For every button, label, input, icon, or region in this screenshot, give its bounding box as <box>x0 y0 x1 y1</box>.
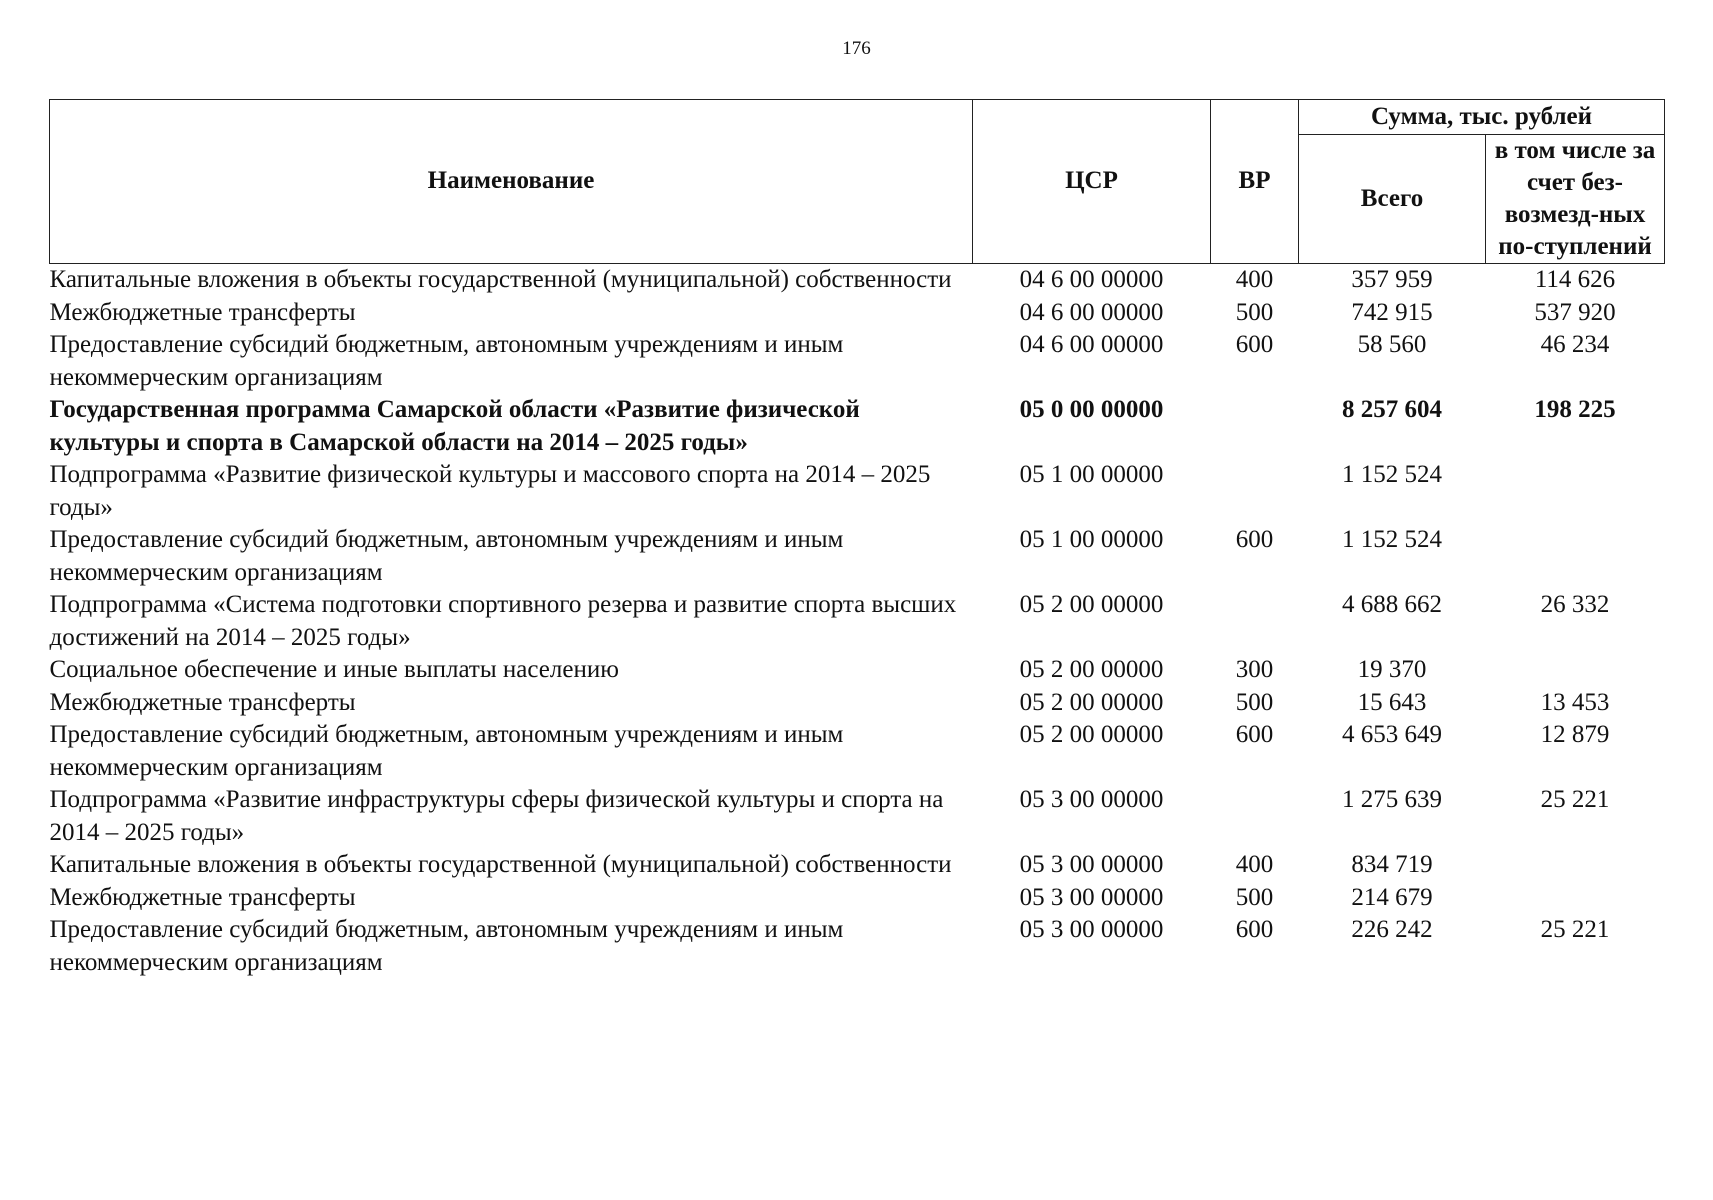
row-vr: 400 <box>1235 851 1274 878</box>
table-row <box>50 524 1665 589</box>
row-csr: 05 3 00 00000 <box>1019 851 1164 878</box>
row-vr: 500 <box>1235 688 1274 716</box>
row-vr <box>1211 589 1299 654</box>
row-csr: 05 3 00 00000 <box>1019 916 1164 943</box>
row-total: 8 257 604 <box>1342 396 1442 423</box>
row-name: Государственная программа Самарской области «Развитие физической культуры и спорта в Самарской области на 2014 – 2025 годы» <box>49 396 860 456</box>
table-row <box>50 914 1665 979</box>
row-csr: 04 6 00 00000 <box>1019 331 1164 358</box>
header-csr: ЦСР <box>973 100 1211 264</box>
row-free: 25 221 <box>1540 916 1610 943</box>
table-row <box>50 459 1665 524</box>
row-csr: 05 1 00 00000 <box>1019 526 1164 553</box>
row-csr: 05 2 00 00000 <box>1019 591 1164 618</box>
row-csr: 05 0 00 00000 <box>1019 396 1164 423</box>
row-free: 198 225 <box>1534 396 1616 423</box>
header-name: Наименование <box>50 100 973 264</box>
row-name: Межбюджетные трансферты <box>49 883 356 911</box>
row-name: Предоставление субсидий бюджетным, автономным учреждениям и иным некоммерческим организациям <box>49 526 844 586</box>
row-free <box>1486 882 1665 915</box>
row-total: 58 560 <box>1357 331 1427 358</box>
row-name: Межбюджетные трансферты <box>49 688 356 716</box>
row-free <box>1486 849 1665 882</box>
row-total: 1 152 524 <box>1342 526 1442 553</box>
row-name: Межбюджетные трансферты <box>49 298 356 326</box>
row-name: Капитальные вложения в объекты государственной (муниципальной) собственности <box>49 266 952 293</box>
table-row <box>50 687 1665 720</box>
table-row <box>50 849 1665 882</box>
row-total: 742 915 <box>1351 298 1433 326</box>
row-free: 25 221 <box>1540 786 1610 813</box>
row-csr: 05 1 00 00000 <box>1019 461 1164 488</box>
row-csr: 05 3 00 00000 <box>1019 883 1164 911</box>
row-vr <box>1211 784 1299 849</box>
table-row <box>50 394 1665 459</box>
row-csr: 05 2 00 00000 <box>1019 721 1164 748</box>
row-total: 357 959 <box>1351 266 1433 293</box>
table-row <box>50 589 1665 654</box>
table-row <box>50 329 1665 394</box>
row-free <box>1486 654 1665 687</box>
row-name: Предоставление субсидий бюджетным, автономным учреждениям и иным некоммерческим организациям <box>49 916 844 976</box>
row-csr: 05 3 00 00000 <box>1019 786 1164 813</box>
row-csr: 05 2 00 00000 <box>1019 656 1164 683</box>
row-vr <box>1211 394 1299 459</box>
row-name: Предоставление субсидий бюджетным, автономным учреждениям и иным некоммерческим организациям <box>49 721 844 781</box>
header-vr: ВР <box>1211 100 1299 264</box>
table-row <box>50 784 1665 849</box>
table-row <box>50 654 1665 687</box>
row-vr: 300 <box>1235 656 1274 683</box>
row-total: 226 242 <box>1351 916 1433 943</box>
row-total: 19 370 <box>1357 656 1427 683</box>
row-name: Подпрограмма «Система подготовки спортивного резерва и развитие спорта высших достижений на 2014 – 2025 годы» <box>49 591 957 651</box>
row-free <box>1486 459 1665 524</box>
row-name: Предоставление субсидий бюджетным, автономным учреждениям и иным некоммерческим организациям <box>49 331 844 391</box>
row-csr: 05 2 00 00000 <box>1019 688 1164 716</box>
row-free: 537 920 <box>1534 298 1616 326</box>
row-total: 4 653 649 <box>1342 721 1442 748</box>
budget-table <box>49 99 1665 979</box>
row-name: Подпрограмма «Развитие физической культуры и массового спорта на 2014 – 2025 годы» <box>49 461 931 521</box>
table-body <box>50 264 1665 980</box>
row-total: 1 152 524 <box>1342 461 1442 488</box>
row-total: 1 275 639 <box>1342 786 1442 813</box>
page-number: 176 <box>842 38 871 59</box>
table-row <box>50 719 1665 784</box>
row-free: 12 879 <box>1540 721 1610 748</box>
header-sum-group: Сумма, тыс. рублей <box>1299 100 1665 135</box>
row-csr: 04 6 00 00000 <box>1019 298 1164 326</box>
table-header <box>50 100 1665 264</box>
row-total: 834 719 <box>1351 851 1433 878</box>
row-vr: 600 <box>1235 331 1274 358</box>
row-vr: 600 <box>1235 916 1274 943</box>
row-vr: 500 <box>1235 298 1274 326</box>
row-free: 13 453 <box>1540 688 1610 716</box>
row-free: 26 332 <box>1540 591 1610 618</box>
table-row <box>50 297 1665 330</box>
row-name: Социальное обеспечение и иные выплаты населению <box>49 656 619 683</box>
row-free: 114 626 <box>1534 266 1616 293</box>
row-vr <box>1211 459 1299 524</box>
row-vr: 600 <box>1235 526 1274 553</box>
header-total: Всего <box>1299 135 1486 264</box>
table-row <box>50 882 1665 915</box>
row-total: 15 643 <box>1357 688 1427 716</box>
row-free <box>1486 524 1665 589</box>
row-name: Капитальные вложения в объекты государственной (муниципальной) собственности <box>49 851 952 878</box>
table-row <box>50 264 1665 297</box>
row-csr: 04 6 00 00000 <box>1019 266 1164 293</box>
header-free-receipts: в том числе за счет без-возмезд-ных по-ступлений <box>1486 135 1665 264</box>
row-free: 46 234 <box>1540 331 1610 358</box>
row-total: 214 679 <box>1351 883 1433 911</box>
row-total: 4 688 662 <box>1342 591 1442 618</box>
row-name: Подпрограмма «Развитие инфраструктуры сферы физической культуры и спорта на 2014 – 2025 годы» <box>49 786 944 846</box>
row-vr: 400 <box>1235 266 1274 293</box>
row-vr: 500 <box>1235 883 1274 911</box>
row-vr: 600 <box>1235 721 1274 748</box>
